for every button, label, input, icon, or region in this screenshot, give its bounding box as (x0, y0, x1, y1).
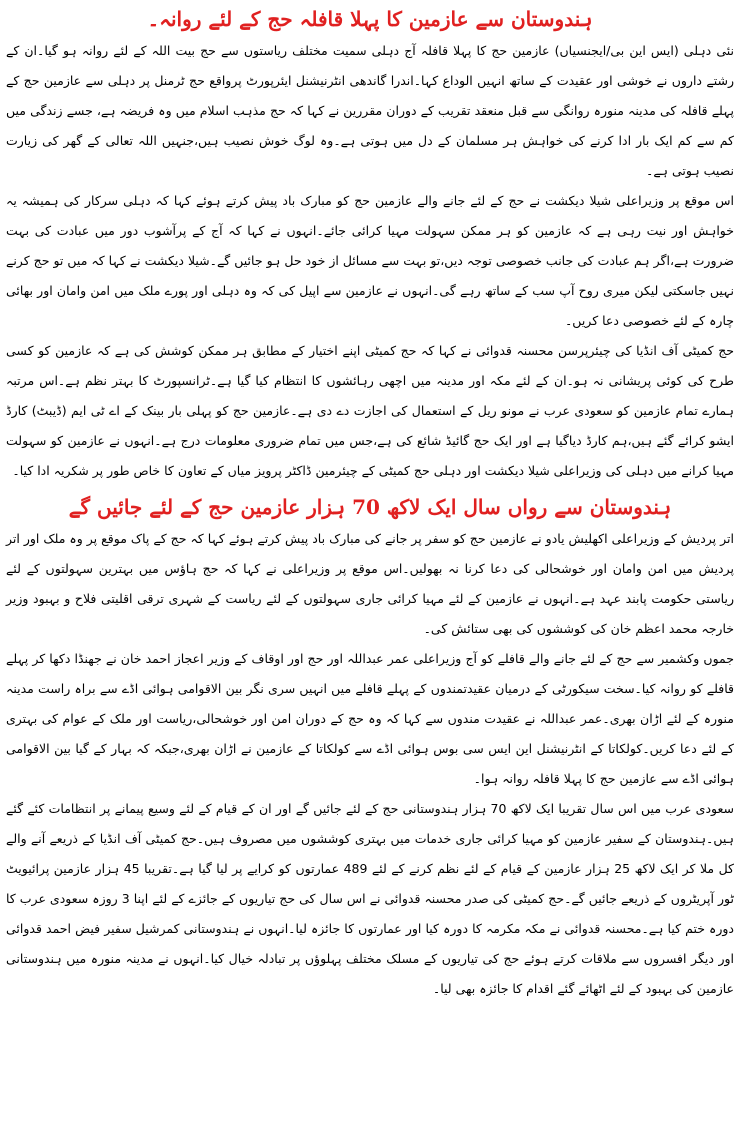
headline: ہندوستان سے عازمین کا پہلا قافلہ حج کے لئے روانہ۔ (147, 7, 593, 31)
paragraph: جموں وکشمیر سے حج کے لئے جانے والے قافلے کو آج وزیراعلی عمر عبداللہ اور حج اور اوقاف کے وزیر اعجاز احمد خان نے جھنڈا دکھا کر پہلے قافلے کو روانہ کیا۔سخت سیکورٹی کے درمیان عقیدتمندوں کے پہلے قافلے میں انہیں سری نگر بین الاقوامی ہوائی اڈے سے براہ راست مدینہ منورہ کے لئے اڑان بھری۔عمر عبداللہ نے عقیدت مندوں سے کہا کہ وہ حج کے دوران امن اور خوشحالی،ریاست اور ملک کے عوام کی بہتری کے لئے دعا کریں۔کولکاتا کے انٹرنیشنل این ایس سی بوس ہوائی اڈے سے کولکاتا کے عازمین نے اڑان بھری،جبکہ کہ بہار کے گیا بین الاقوامی ہوائی اڈے سے عازمین حج کا پہلا قافلہ روانہ ہوا۔ (6, 651, 734, 786)
subheadline: ہندوستان سے رواں سال ایک لاکھ 70 ہزار عازمین حج کے لئے جائیں گے (68, 495, 672, 519)
paragraph: سعودی عرب میں اس سال تقریبا ایک لاکھ 70 ہزار ہندوستانی حج کے لئے جائیں گے اور ان کے قیام کے لئے وسیع پیمانے پر انتظامات کئے گئے ہیں۔ہندوستان کے سفیر عازمین کو مہیا کرائی جاری خدمات میں بہتری کوششوں میں مصروف ہیں۔حج کمیٹی آف انڈیا کے ذریعے آنے والے کل ملا کر ایک لاکھ 25 ہزار عازمین کے قیام کے لئے نظم کرنے کے لئے 489 عمارتوں کو کرایے پر لیا گیا ہے۔تقریبا 45 ہزار عازمین پرائیویٹ ٹور آپریٹروں کے ذریعے جائیں گے۔حج کمیٹی کی صدر محسنہ قدوائی نے اس سال کی حج تیاریوں کے جائزے کے لئے اپنا 3 روزہ سعودی عرب کا دورہ ختم کیا ہے۔محسنہ قدوائی نے مکہ مکرمہ کا دورہ کیا اور عمارتوں کا جائزہ لیا۔انہوں نے ہندوستانی کمرشیل سفیر فیض احمد قدوائی اور دیگر افسروں سے ملاقات کرتے ہوئے حج کی تیاریوں کے مسلک مختلف پہلوؤں پر تبادلہ خیال کیا۔انہوں نے مدینہ منورہ میں ہندوستانی عازمین کی بہبود کے لئے اٹھائے گئے اقدام کا جائزہ بھی لیا۔ (6, 801, 735, 996)
paragraph: اس موقع پر وزیراعلی شیلا دیکشت نے حج کے لئے جانے والے عازمین حج کو مبارک باد پیش کرتے ہوئے کہا کہ دہلی سرکار کی ہمیشہ یہ خواہش اور نیت رہی ہے کہ عازمین کو ہر ممکن سہولت مہیا کرائی جائے۔انہوں نے کہا کہ آج کے پرآشوب دور میں عبادت کی بہت ضرورت ہے،اگر ہم عبادت کی جانب خصوصی توجہ دیں،تو بہت سے مسائل از خود حل ہو جائیں گے۔شیلا دیکشت نے کہا کہ میں تو حج کرنے نہیں جاسکتی لیکن میری روح آپ سب کے ساتھ رہے گی۔انہوں نے عازمین سے اپیل کی کہ وہ دہلی اور پورے ملک میں امن وامان اور بھائی چارہ کے لئے خصوصی دعا کریں۔ (6, 193, 734, 328)
paragraph: نئی دہلی (ایس این بی/ایجنسیاں) عازمین حج کا پہلا قافلہ آج دہلی سمیت مختلف ریاستوں سے حج بیت اللہ کے لئے روانہ ہو گیا۔ان کے رشتے داروں نے خوشی اور عقیدت کے ساتھ انہیں الوداع کہا۔اندرا گاندھی انٹرنیشنل ایئرپورٹ پرواقع حج ٹرمنل پر دہلی سے عازمین حج کے پہلے قافلہ کی مدینہ منورہ روانگی سے قبل منعقد تقریب کے دوران مقررین نے کہا کہ حج مذہب اسلام میں وہ فریضہ ہے، جسے زندگی میں کم سے کم ایک بار ادا کرنے کی خواہش ہر مسلمان کے دل میں ہوتی ہے۔وہ لوگ خوش نصیب ہیں،جنہیں اللہ تعالی کے گھر کی زیارت نصیب ہوتی ہے۔ (6, 43, 734, 178)
paragraph: حج کمیٹی آف انڈیا کی چیئرپرسن محسنہ قدوائی نے کہا کہ حج کمیٹی اپنے اختیار کے مطابق ہر ممکن کوشش کی ہے کہ عازمین کو کسی طرح کی کوئی پریشانی نہ ہو۔ان کے لئے مکہ اور مدینہ میں اچھی رہائشوں کا انتظام کیا گیا ہے۔ٹرانسپورٹ کا بہتر نظم ہے۔اس مرتبہ ہمارے تمام عازمین کو سعودی عرب نے مونو ریل کے استعمال کی اجازت دے دی ہے۔عازمین حج کو پہلی بار بینک کے اے ٹی ایم (ڈیبٹ) کارڈ ایشو کرائے گئے ہیں،ہم کارڈ دیاگیا ہے اور ایک حج گائیڈ شائع کی ہے،جس میں تمام ضروری معلومات درج ہے۔انہوں نے عازمین کو سہولت مہیا کرانے میں دہلی کی وزیراعلی شیلا دیکشت اور دہلی حج کمیٹی کے چیئرمین ڈاکٹر پرویز میاں کے تعاون کا خاص طور پر شکریہ ادا کیا۔ (6, 343, 734, 478)
paragraph: اتر پردیش کے وزیراعلی اکھلیش یادو نے عازمین حج کو سفر پر جانے کی مبارک باد پیش کرتے ہوئے کہا کہ حج کے پاک موقع پر وہ ملک اور اتر پردیش میں امن وامان اور خوشحالی کی دعا کرنا نہ بھولیں۔اس موقع پر وزیراعلی نے کہا کہ حج ہاؤس میں بہترین سہولتوں کے لئے ریاستی حکومت پابند عہد ہے۔انہوں نے عازمین کے لئے مہیا کرائی جاری سہولتوں کے لئے ریاست کے شہری ترقی اقلیتی فلاح و بہبود وزیر خارجہ محمد اعظم خان کی کوششوں کی بھی ستائش کی۔ (6, 531, 734, 636)
